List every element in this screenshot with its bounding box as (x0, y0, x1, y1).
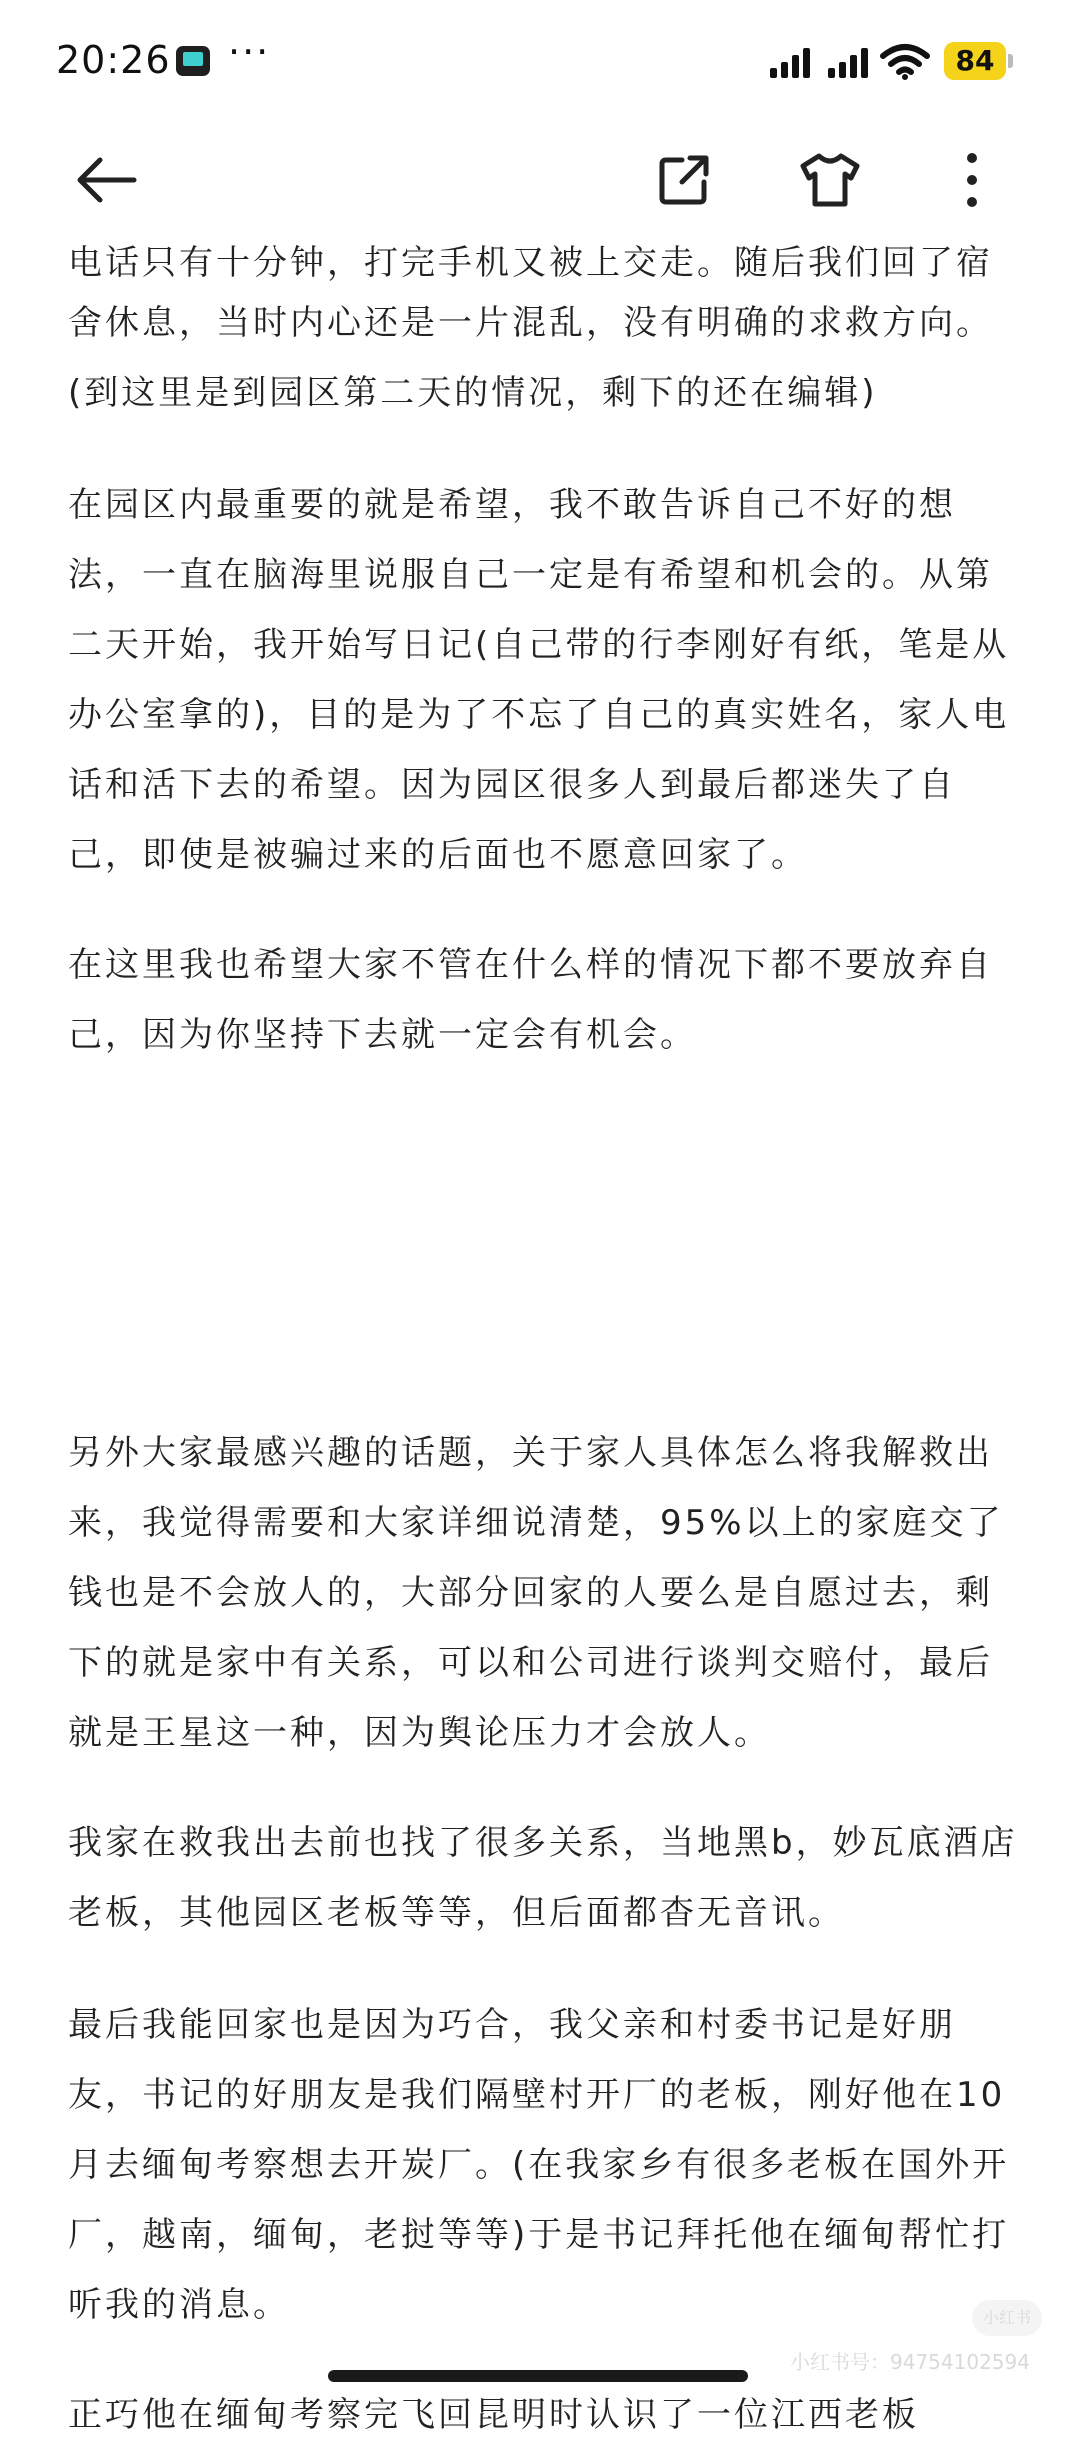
status-bar (0, 0, 1080, 130)
paragraph-1: 舍休息，当时内心还是一片混乱，没有明确的求救方向。(到这里是到园区第二天的情况，剩下的还在编辑) (68, 303, 993, 413)
more-options-button[interactable] (934, 142, 1010, 218)
paragraph-3: 在这里我也希望大家不管在什么样的情况下都不要放弃自己，因为你坚持下去就一定会有机会。 (68, 945, 993, 1055)
share-external-icon (656, 152, 712, 208)
battery-icon: 84 (944, 42, 1006, 80)
paragraph-4: 另外大家最感兴趣的话题，关于家人具体怎么将我解救出来，我觉得需要和大家详细说清楚，95%以上的家庭交了钱也是不会放人的，大部分回家的人要么是自愿过去，剩下的就是家中有关系，可以和公司进行谈判交赔付，最后就是王星这一种，因为舆论压力才会放人。 (68, 1433, 1004, 1753)
paragraph-5: 我家在救我出去前也找了很多关系，当地黑b，妙瓦底酒店老板，其他园区老板等等，但后面都杳无音讯。 (68, 1823, 1018, 1933)
more-notifications-icon: ··· (228, 30, 271, 74)
signal-icon (828, 46, 876, 78)
signal-icon (770, 46, 818, 78)
back-button[interactable] (68, 142, 144, 218)
arrow-left-icon (74, 155, 138, 205)
app-notification-icon (176, 46, 210, 76)
partial-top-line: 电话只有十分钟，打完手机又被上交走。随后我们回了宿 (68, 243, 993, 283)
top-line-cover (68, 228, 1028, 283)
watermark-account: 小红书号：94754102594 (790, 2350, 1030, 2374)
top-toolbar (0, 130, 1080, 230)
tshirt-icon (799, 152, 861, 208)
status-time: 20:26 (56, 38, 171, 82)
partial-bottom-line: 正巧他在缅甸考察完飞回昆明时认识了一位江西老板 (68, 2395, 919, 2435)
paragraph-2: 在园区内最重要的就是希望，我不敢告诉自己不好的想法，一直在脑海里说服自己一定是有希望和机会的。从第二天开始，我开始写日记(自己带的行李刚好有纸，笔是从办公室拿的)，目的是为了不忘了自己的真实姓名，家人电话和活下去的希望。因为园区很多人到最后都迷失了自己，即使是被骗过来的后面也不愿意回家了。 (68, 485, 1010, 875)
share-button[interactable] (646, 142, 722, 218)
shirt-button[interactable] (792, 142, 868, 218)
home-indicator[interactable] (328, 2370, 748, 2382)
battery-tip (1008, 54, 1013, 68)
wifi-icon (880, 44, 930, 80)
vertical-dots-icon (962, 150, 982, 210)
paragraph-6: 最后我能回家也是因为巧合，我父亲和村委书记是好朋友，书记的好朋友是我们隔壁村开厂的老板，刚好他在10月去缅甸考察想去开炭厂。(在我家乡有很多老板在国外开厂，越南，缅甸，老挝等等)于是书记拜托他在缅甸帮忙打听我的消息。 (68, 2005, 1010, 2325)
watermark-logo: 小红书 (972, 2300, 1042, 2336)
